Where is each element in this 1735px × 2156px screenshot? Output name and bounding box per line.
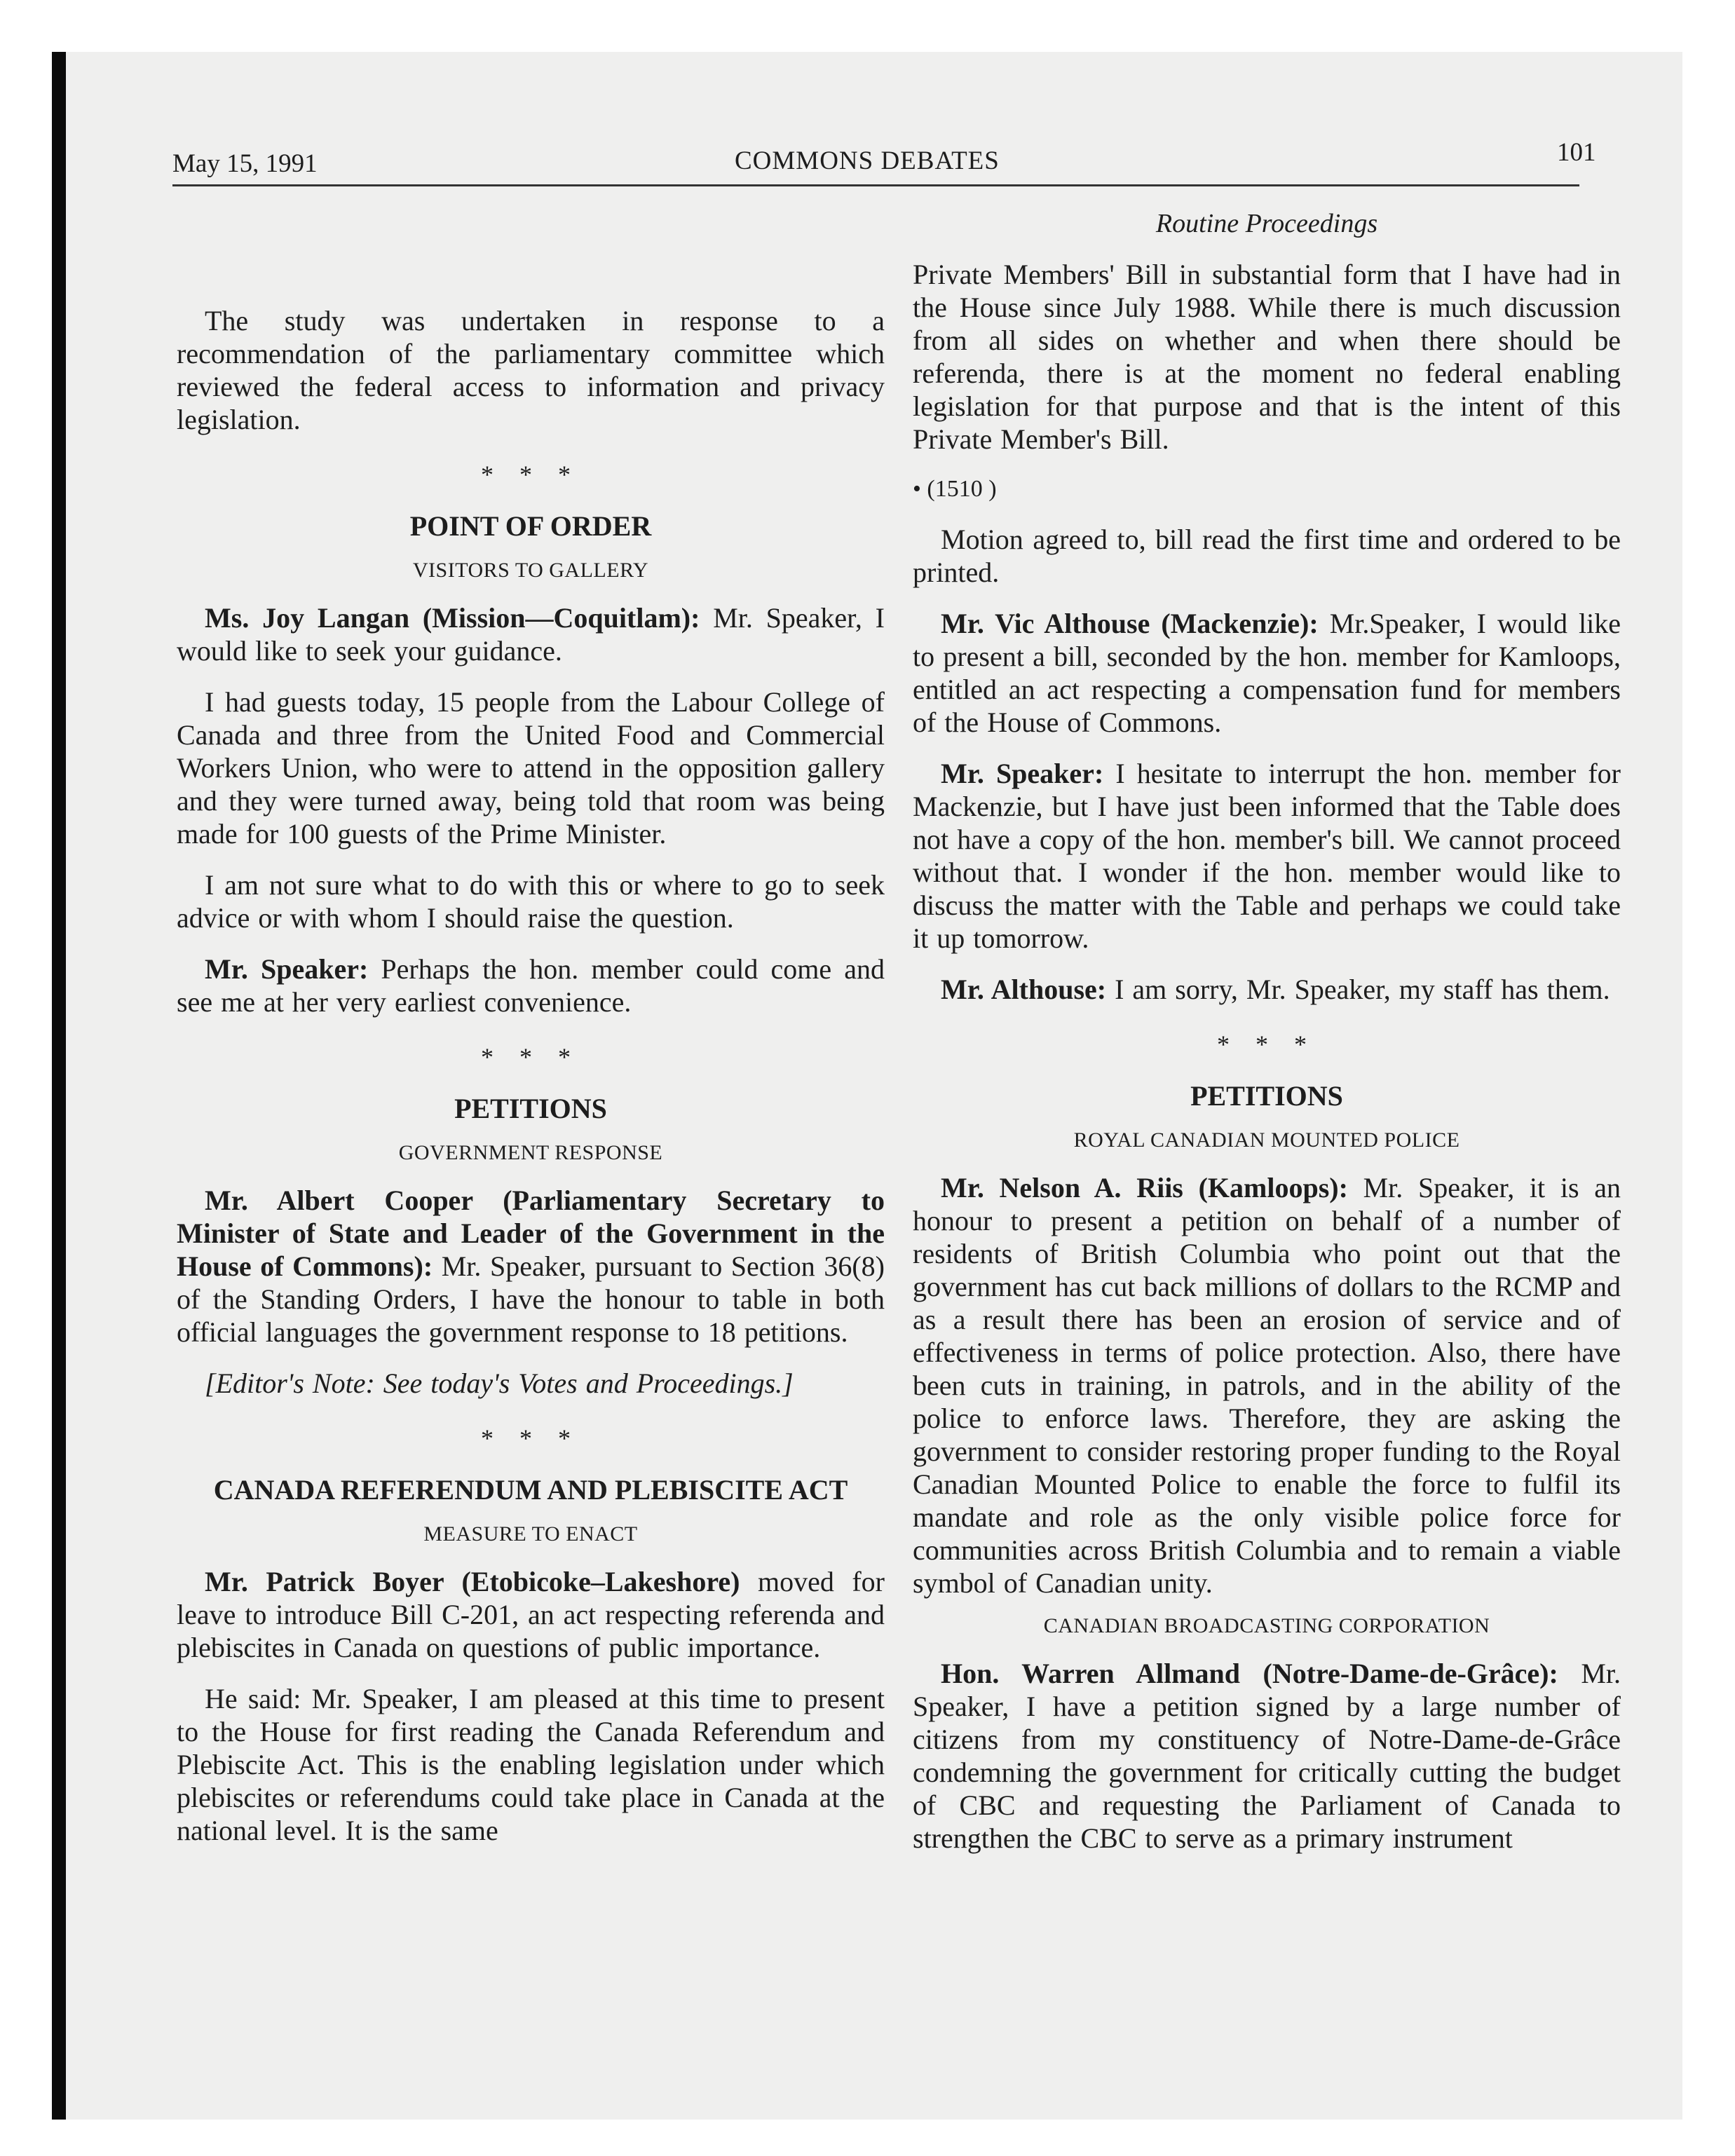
paragraph xyxy=(913,1657,1621,1855)
paragraph: The study was undertaken in response to a recommendation of the parliamentary committee which reviewed the federal access to information and privacy legislation. xyxy=(177,305,885,435)
speaker-name: Mr. Speaker: xyxy=(205,953,369,985)
paragraph xyxy=(177,1565,885,1664)
section-heading: POINT OF ORDER xyxy=(409,510,652,542)
speaker-name: Mr. Patrick Boyer (Etobicoke–Lakeshore) xyxy=(205,1566,740,1597)
paragraph xyxy=(913,757,1621,955)
speaker-name: Mr. Speaker: xyxy=(941,758,1104,789)
section-separator: * * * xyxy=(1217,1030,1316,1058)
section-subheading: ROYAL CANADIAN MOUNTED POLICE xyxy=(1073,1128,1460,1152)
paragraph xyxy=(913,1171,1621,1599)
speaker-name: Mr. Vic Althouse (Mackenzie): xyxy=(941,608,1319,639)
speaker-name: Mr. Nelson A. Riis (Kamloops): xyxy=(941,1172,1348,1203)
speech-text: Mr. Speaker, I have a petition signed by a large number of citizens from my constituency of Notre-Dame-de-Grâce condemning the government for critically cutting the budget of CBC and requesting the Parliament of Canada to strengthen the CBC to serve as a primary instrument xyxy=(913,1658,1621,1854)
speech-text: Mr. Speaker, it is an honour to present a petition on behalf of a number of residents of British Columbia who point out that the government has cut back millions of dollars to the RCMP and as a result there has been an erosion of service and of effectiveness in terms of police protection. Also, there have been cuts in training, in patrols, and in the ability of the police to enforce laws. Therefore, they are asking the government to consider restoring proper funding to the Royal Canadian Mounted Police to enable the force to fulfil its mandate and role as the only visible police force for communities across British Columbia and to remain a viable symbol of Canadian unity. xyxy=(913,1172,1621,1599)
speech-text: I am sorry, Mr. Speaker, my staff has them. xyxy=(1106,974,1610,1005)
speech-text: Perhaps the hon. member could come and see me at her very earliest convenience. xyxy=(177,953,885,1018)
paragraph: Motion agreed to, bill read the first time and ordered to be printed. xyxy=(913,524,1621,588)
header-publication: COMMONS DEBATES xyxy=(735,146,1000,175)
speech-text: Mr. Speaker, I would like to seek your guidance. xyxy=(177,602,885,667)
section-heading: PETITIONS xyxy=(454,1093,607,1124)
section-subheading: CANADIAN BROADCASTING CORPORATION xyxy=(1043,1614,1490,1637)
speech-text: moved for leave to introduce Bill C-201, an act respecting referenda and plebiscites in Canada on questions of public importance. xyxy=(177,1566,885,1663)
section-heading: CANADA REFERENDUM AND PLEBISCITE ACT xyxy=(213,1474,848,1506)
speaker-name: Ms. Joy Langan (Mission—Coquitlam): xyxy=(205,602,700,634)
paragraph: I had guests today, 15 people from the Labour College of Canada and three from the United Food and Commercial Workers Union, who were to attend in the opposition gallery and they were turned away, being told that room was being made for 100 guests of the Prime Minister. xyxy=(177,686,885,850)
paragraph: I am not sure what to do with this or where to go to seek advice or with whom I should raise the question. xyxy=(177,869,885,934)
running-head: Routine Proceedings xyxy=(1155,209,1378,238)
section-separator: * * * xyxy=(481,460,580,489)
header-rule xyxy=(172,184,1579,186)
section-subheading: VISITORS TO GALLERY xyxy=(412,559,649,582)
section-separator: * * * xyxy=(481,1424,580,1452)
editor-note: [Editor's Note: See today's Votes and Proceedings.] xyxy=(205,1367,794,1399)
section-heading: PETITIONS xyxy=(1190,1080,1343,1112)
header-page-number: 101 xyxy=(1557,138,1596,167)
paragraph xyxy=(913,607,1621,739)
speaker-name: Mr. Althouse: xyxy=(941,974,1107,1005)
page-scan xyxy=(52,52,1682,2120)
paragraph: Private Members' Bill in substantial form that I have had in the House since July 1988. While there is much discussion from all sides on whether and when there should be referenda, there is at the moment no federal enabling legislation for that purpose and that is the intent of this Private Member's Bill. xyxy=(913,259,1621,455)
speech-text: Mr. Speaker, pursuant to Section 36(8) of the Standing Orders, I have the honour to table in both official languages the government response to 18 petitions. xyxy=(177,1250,885,1348)
paragraph: He said: Mr. Speaker, I am pleased at this time to present to the House for first reading the Canada Referendum and Plebiscite Act. This is the enabling legislation under which plebiscites or referendums could take place in Canada at the national level. It is the same xyxy=(177,1683,885,1846)
paragraph xyxy=(177,1184,885,1349)
speech-text: I hesitate to interrupt the hon. member for Mackenzie, but I have just been informed that the Table does not have a copy of the hon. member's bill. We cannot proceed without that. I wonder if the hon. member would like to discuss the matter with the Table and perhaps we could take it up tomorrow. xyxy=(913,758,1621,954)
paragraph xyxy=(913,973,1621,1006)
speech-text: Mr.Speaker, I would like to present a bill, seconded by the hon. member for Kamloops, entitled an act respecting a compensation fund for members of the House of Commons. xyxy=(913,608,1621,738)
header-date: May 15, 1991 xyxy=(172,149,318,178)
section-separator: * * * xyxy=(481,1043,580,1071)
timestamp: • (1510 ) xyxy=(913,476,997,502)
section-subheading: MEASURE TO ENACT xyxy=(423,1522,638,1546)
left-column xyxy=(177,304,885,1847)
paragraph xyxy=(177,953,885,1018)
speaker-name: Mr. Albert Cooper (Parliamentary Secretary to Minister of State and Leader of the Government in the House of Commons): xyxy=(177,1185,885,1282)
right-column xyxy=(913,207,1621,1855)
section-subheading: GOVERNMENT RESPONSE xyxy=(398,1141,663,1164)
speaker-name: Hon. Warren Allmand (Notre-Dame-de-Grâce): xyxy=(941,1658,1558,1689)
paragraph xyxy=(177,601,885,667)
